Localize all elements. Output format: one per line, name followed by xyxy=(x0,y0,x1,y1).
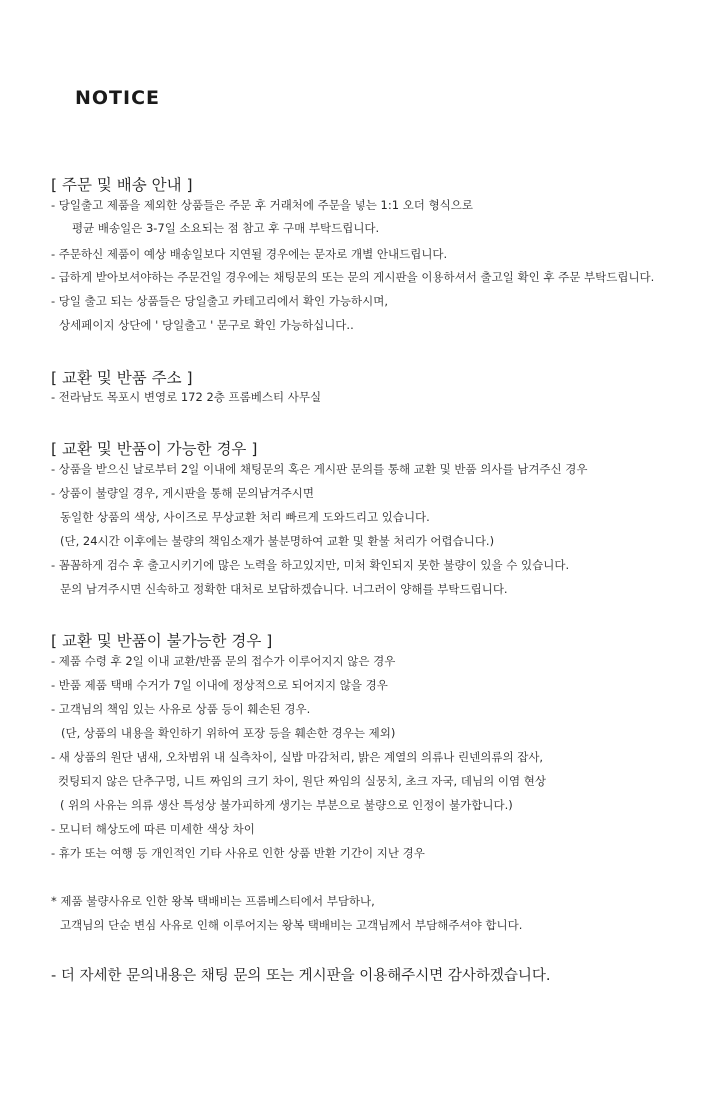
closing-message: - 더 자세한 문의내용은 채팅 문의 또는 게시판을 이용해주시면 감사하겠습니다. xyxy=(51,968,551,984)
not-allowed-line: - 반품 제품 택배 수거가 7일 이내에 정상적으로 되어지지 않을 경우 xyxy=(51,678,388,692)
section-heading-order-shipping: [ 주문 및 배송 안내 ] xyxy=(51,176,193,194)
allowed-line: (단, 24시간 이후에는 불량의 책임소재가 불분명하여 교환 및 환불 처리가 어렵습니다.) xyxy=(60,534,495,548)
order-line: 평균 배송일은 3-7일 소요되는 점 참고 후 구매 부탁드립니다. xyxy=(72,221,380,235)
not-allowed-line: - 새 상품의 원단 냄새, 오차범위 내 실측차이, 실밥 마감처리, 밝은 계열의 의류나 린넨의류의 잡사, xyxy=(51,750,544,764)
page-title: NOTICE xyxy=(75,87,161,109)
allowed-line: - 꼼꼼하게 검수 후 출고시키기에 많은 노력을 하고있지만, 미처 확인되지 못한 불량이 있을 수 있습니다. xyxy=(51,558,570,572)
section-heading-return-address: [ 교환 및 반품 주소 ] xyxy=(51,369,193,387)
allowed-line: - 상품을 받으신 날로부터 2일 이내에 채팅문의 혹은 게시판 문의를 통해 교환 및 반품 의사를 남겨주신 경우 xyxy=(51,462,588,476)
not-allowed-line: - 휴가 또는 여행 등 개인적인 기타 사유로 인한 상품 반환 기간이 지난 경우 xyxy=(51,846,425,860)
not-allowed-line: - 모니터 해상도에 따른 미세한 색상 차이 xyxy=(51,822,255,836)
not-allowed-line: - 제품 수령 후 2일 이내 교환/반품 문의 접수가 이루어지지 않은 경우 xyxy=(51,654,396,668)
order-line: - 급하게 받아보셔야하는 주문건일 경우에는 채팅문의 또는 문의 게시판을 이용하셔서 출고일 확인 후 주문 부탁드립니다. xyxy=(51,270,655,284)
allowed-line: 동일한 상품의 색상, 사이즈로 무상교환 처리 빠르게 도와드리고 있습니다. xyxy=(60,510,430,524)
allowed-line: 문의 남겨주시면 신속하고 정확한 대처로 보답하겠습니다. 너그러이 양해를 부탁드립니다. xyxy=(60,582,508,596)
order-line: - 주문하신 제품이 예상 배송일보다 지연될 경우에는 문자로 개별 안내드립니다. xyxy=(51,247,448,261)
not-allowed-line: ( 위의 사유는 의류 생산 특성상 불가피하게 생기는 부분으로 불량으로 인정이 불가합니다.) xyxy=(60,798,513,812)
order-line: - 당일출고 제품을 제외한 상품들은 주문 후 거래처에 주문을 넣는 1:1 오더 형식으로 xyxy=(51,198,474,212)
not-allowed-line: 컷팅되지 않은 단추구멍, 니트 짜임의 크기 차이, 원단 짜임의 실뭉치, 초크 자국, 데님의 이염 현상 xyxy=(58,774,546,788)
not-allowed-line: (단, 상품의 내용을 확인하기 위하여 포장 등을 훼손한 경우는 제외) xyxy=(61,726,396,740)
section-heading-return-allowed: [ 교환 및 반품이 가능한 경우 ] xyxy=(51,440,258,458)
allowed-line: - 상품이 불량일 경우, 게시판을 통해 문의남겨주시면 xyxy=(51,486,315,500)
footnote-line: 고객님의 단순 변심 사유로 인해 이루어지는 왕복 택배비는 고객님께서 부담해주셔야 합니다. xyxy=(60,918,523,932)
address-line: - 전라남도 목포시 변영로 172 2층 프롬베스티 사무실 xyxy=(51,390,322,404)
footnote-line: * 제품 불량사유로 인한 왕복 택배비는 프롬베스티에서 부담하나, xyxy=(51,894,375,908)
section-heading-return-not-allowed: [ 교환 및 반품이 불가능한 경우 ] xyxy=(51,632,273,650)
order-line: 상세페이지 상단에 ' 당일출고 ' 문구로 확인 가능하십니다.. xyxy=(59,318,354,332)
not-allowed-line: - 고객님의 책임 있는 사유로 상품 등이 훼손된 경우. xyxy=(51,702,311,716)
order-line: - 당일 출고 되는 상품들은 당일출고 카테고리에서 확인 가능하시며, xyxy=(51,294,388,308)
